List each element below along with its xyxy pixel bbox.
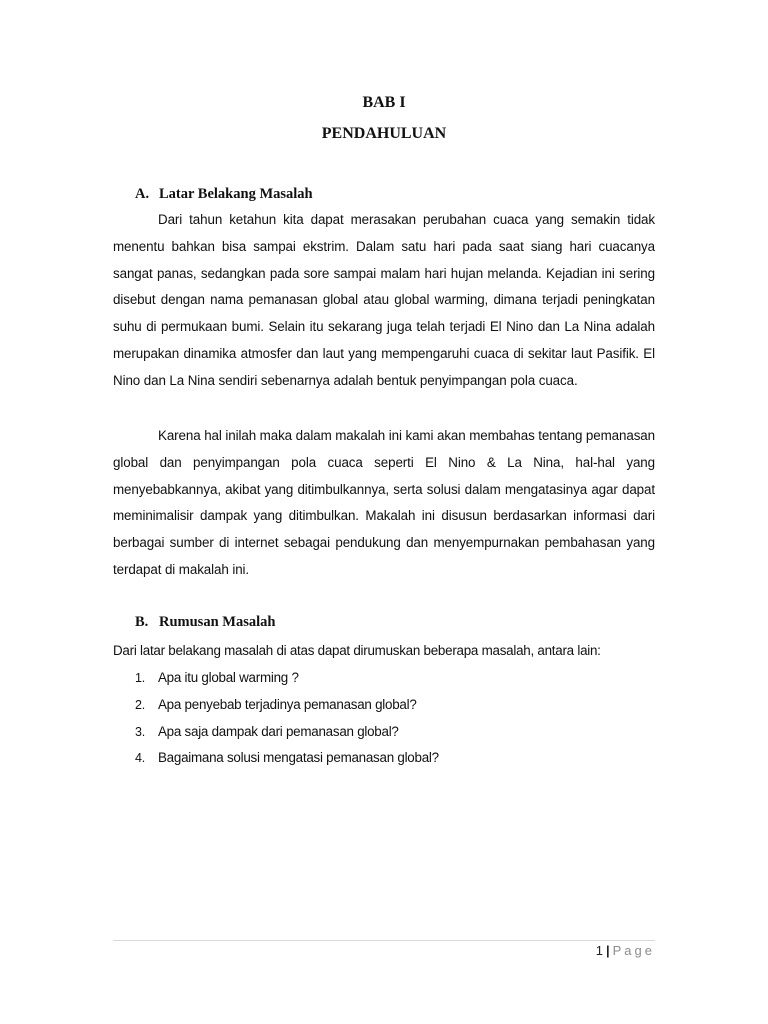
list-item-text: Apa penyebab terjadinya pemanasan global? [158, 696, 417, 712]
list-item-number: 4. [135, 751, 145, 766]
section-a-title: Latar Belakang Masalah [159, 186, 313, 202]
section-a-heading [135, 186, 313, 203]
problem-list [135, 665, 439, 772]
page-footer [596, 943, 655, 958]
list-item-text: Apa saja dampak dari pemanasan global? [158, 723, 399, 739]
list-item [135, 719, 439, 746]
chapter-number: BAB I [362, 94, 406, 111]
chapter-title: PENDAHULUAN [321, 125, 447, 142]
list-item-number: 1. [135, 671, 145, 685]
section-a-paragraph-2: Karena hal inilah maka dalam makalah ini kami akan membahas tentang pemanasan global dan penyimpangan pola cuaca seperti El Nino & La Nina, hal-hal yang menyebabkannya, akibat yang ditimbulkannya, serta solusi dalam mengatasinya agar dapat meminimalisir dampak yang ditimbulkan. Makalah ini disusun berdasarkan informasi dari berbagai sumber di internet sebagai pendukung dan menyempurnakan pembahasan yang terdapat di makalah ini. [113, 428, 655, 577]
page-number: 1 [595, 943, 603, 958]
footer-divider [113, 940, 655, 941]
list-item [135, 745, 439, 772]
section-b-title: Rumusan Masalah [159, 614, 276, 630]
section-b-heading [135, 614, 275, 631]
list-item-text: Bagaimana solusi mengatasi pemanasan global? [158, 750, 439, 766]
section-a-paragraph-1: Dari tahun ketahun kita dapat merasakan perubahan cuaca yang semakin tidak menentu bahkan bisa sampai ekstrim. Dalam satu hari pada saat siang hari cuacanya sangat panas, sedangkan pada sore sampai malam hari hujan melanda. Kejadian ini sering disebut dengan nama pemanasan global atau global warming, dimana terjadi peningkatan suhu di permukaan bumi. Selain itu sekarang juga telah terjadi El Nino dan La Nina adalah merupakan dinamika atmosfer dan laut yang mempengaruhi cuaca di sekitar laut Pasifik. El Nino dan La Nina sendiri sebenarnya adalah bentuk penyimpangan pola cuaca. [113, 212, 655, 388]
list-item-number: 2. [135, 697, 145, 712]
list-item [135, 692, 439, 719]
section-a-letter: A. [135, 186, 150, 202]
footer-separator: | [605, 943, 610, 958]
list-item [135, 665, 439, 692]
page-label: Page [612, 943, 655, 958]
section-b-intro: Dari latar belakang masalah di atas dapat dirumuskan beberapa masalah, antara lain: [113, 643, 601, 658]
list-item-text: Apa itu global warming ? [158, 670, 299, 685]
list-item-number: 3. [135, 724, 145, 739]
section-b-letter: B. [135, 614, 149, 630]
